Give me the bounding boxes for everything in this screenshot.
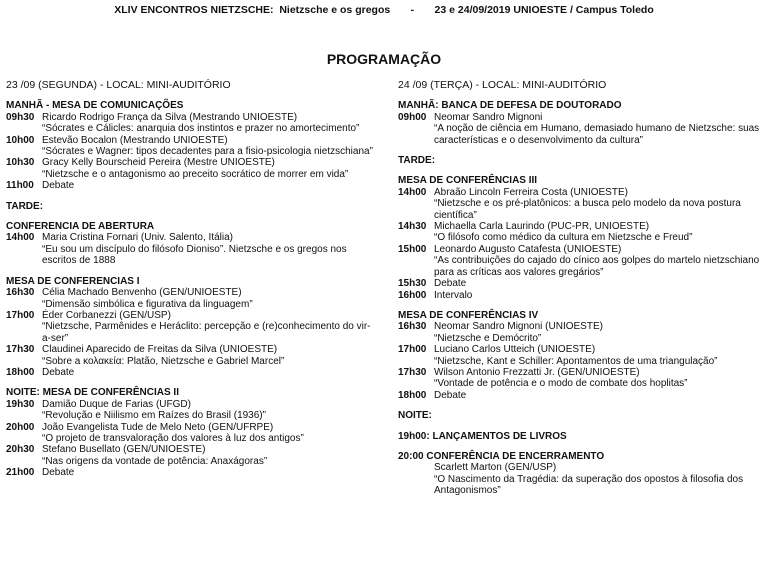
schedule-entry	[398, 221, 760, 244]
entry-speaker: Damião Duque de Farias (UFGD)	[42, 398, 191, 410]
entry-time: 10h00	[6, 134, 35, 146]
entry-speaker: Maria Cristina Fornari (Univ. Salento, Itália)	[42, 232, 233, 244]
section-title: NOITE:	[398, 410, 432, 422]
entry-time: 20h30	[6, 444, 35, 456]
schedule-entry	[6, 367, 376, 378]
section-title: 19h00: LANÇAMENTOS DE LIVROS	[398, 430, 567, 442]
day-heading: 23 /09 (SEGUNDA) - LOCAL: MINI-AUDITÓRIO	[6, 79, 231, 91]
program-section	[6, 100, 376, 191]
schedule-entry	[398, 462, 760, 496]
entry-speaker: Scarlett Marton (GEN/USP)	[434, 462, 557, 474]
entry-time: 18h00	[6, 366, 35, 378]
section-title: MANHÃ: BANCA DE DEFESA DE DOUTORADO	[398, 100, 622, 112]
entry-talk-title: “A noção de ciência em Humano, demasiado humano de Nietzsche: suas características e o desenvolvimento da cultura”	[434, 123, 760, 146]
entry-talk-title: “Revolução e Niilismo em Raízes do Brasil (1936)”	[42, 410, 266, 422]
program-section	[6, 221, 376, 267]
entry-time: 17h30	[398, 366, 427, 378]
schedule-entry	[398, 367, 760, 390]
entry-talk-title: “Dimensão simbólica e figurativa da linguagem”	[42, 298, 253, 310]
section-title: 20:00 CONFERÊNCIA DE ENCERRAMENTO	[398, 450, 605, 462]
entry-talk-title: “Nas origens da vontade de potência: Anaxágoras”	[42, 455, 268, 467]
program-section	[398, 410, 760, 421]
entry-speaker: Debate	[42, 180, 75, 192]
entry-speaker: Gracy Kelly Bourscheid Pereira (Mestre UNIOESTE)	[42, 157, 275, 169]
entry-speaker: Éder Corbanezzi (GEN/USP)	[42, 309, 171, 321]
program-section	[398, 175, 760, 300]
section-title: MANHÃ - MESA DE COMUNICAÇÕES	[6, 100, 184, 112]
schedule-entry	[6, 467, 376, 478]
entry-speaker: Neomar Sandro Mignoni (UNIOESTE)	[434, 321, 603, 333]
entry-time: 17h00	[398, 344, 427, 356]
entry-time: 20h00	[6, 421, 35, 433]
entry-time: 21h00	[6, 467, 35, 479]
section-title: MESA DE CONFERÊNCIAS IV	[398, 309, 539, 321]
entry-talk-title: “O filósofo como médico da cultura em Nietzsche e Freud”	[434, 232, 693, 244]
section-title: NOITE: MESA DE CONFERÊNCIAS II	[6, 387, 179, 399]
schedule-entry	[6, 399, 376, 422]
schedule-entry	[398, 112, 760, 146]
schedule-entry	[6, 310, 376, 344]
entry-talk-title: “Nietzsche, Parmênides e Heráclito: percepção e (re)conhecimento do vir-a-ser”	[42, 321, 371, 344]
schedule-entry	[6, 232, 376, 266]
entry-talk-title: “Nietzsche e os pré-platônicos: a busca pelo modelo da nova postura científica”	[434, 198, 741, 221]
program-section	[6, 201, 376, 212]
entry-time: 15h30	[398, 278, 427, 290]
entry-time: 14h00	[398, 186, 427, 198]
entry-speaker: Wilson Antonio Frezzatti Jr. (GEN/UNIOESTE)	[434, 366, 640, 378]
schedule-entry	[398, 290, 760, 301]
entry-speaker: Michaella Carla Laurindo (PUC-PR, UNIOESTE)	[434, 221, 650, 233]
section-title: TARDE:	[398, 155, 436, 167]
schedule-entry	[398, 321, 760, 344]
entry-talk-title: “Sócrates e Wagner: tipos decadentes para a fisio-psicologia nietzschiana”	[42, 146, 373, 158]
entry-time: 14h00	[6, 232, 35, 244]
entry-speaker: Stefano Busellato (GEN/UNIOESTE)	[42, 444, 206, 456]
entry-time: 14h30	[398, 221, 427, 233]
entry-time	[398, 462, 434, 496]
schedule-entry	[398, 187, 760, 221]
program-section	[398, 431, 760, 442]
section-title: TARDE:	[6, 200, 44, 212]
schedule-entry	[6, 157, 376, 180]
programacao-title: PROGRAMAÇÃO	[326, 51, 442, 67]
event-header: XLIV ENCONTROS NIETZSCHE: Nietzsche e os gregos - 23 e 24/09/2019 UNIOESTE / Campus Toledo	[114, 4, 654, 16]
schedule-entry	[398, 244, 760, 278]
entry-talk-title: “Sobre a κολακεία: Platão, Nietzsche e Gabriel Marcel”	[42, 355, 285, 367]
entry-talk-title: “Eu sou um discípulo do filósofo Dioniso”. Nietzsche e os gregos nos escritos de 1888	[42, 243, 347, 267]
entry-talk-title: “Nietzsche, Kant e Schiller: Apontamentos de uma triangulação”	[434, 355, 718, 367]
schedule-entry	[398, 390, 760, 401]
program-section	[398, 451, 760, 497]
entry-time: 16h30	[398, 321, 427, 333]
day-column-tuesday	[398, 80, 760, 506]
schedule-entry	[6, 287, 376, 310]
schedule-entry	[398, 344, 760, 367]
section-title: MESA DE CONFERÊNCIAS III	[398, 175, 538, 187]
entry-time: 17h30	[6, 344, 35, 356]
schedule-entry	[6, 344, 376, 367]
entry-talk-title: “Nietzsche e Demócrito”	[434, 332, 542, 344]
entry-time: 17h00	[6, 309, 35, 321]
schedule-entry	[6, 135, 376, 158]
entry-talk-title: “Sócrates e Cálicles: anarquia dos instintos e prazer no amortecimento”	[42, 123, 360, 135]
entry-time: 09h00	[398, 111, 427, 123]
entry-talk-title: “Vontade de potência e o modo de combate dos hoplitas”	[434, 378, 688, 390]
entry-talk-title: “As contribuições do cajado do cínico aos golpes do martelo nietzschiano para as críticas aos valores gregários”	[434, 255, 760, 278]
day-column-monday	[6, 80, 376, 488]
entry-speaker: Estevão Bocalon (Mestrando UNIOESTE)	[42, 134, 228, 146]
section-title: MESA DE CONFERENCIAS I	[6, 275, 140, 287]
schedule-entry	[6, 112, 376, 135]
entry-time: 16h00	[398, 289, 427, 301]
entry-time: 11h00	[6, 180, 34, 192]
schedule-entry	[6, 180, 376, 191]
entry-speaker: Luciano Carlos Utteich (UNIOESTE)	[434, 344, 596, 356]
entry-speaker: Debate	[434, 389, 467, 401]
entry-time: 15h00	[398, 243, 427, 255]
program-section	[398, 310, 760, 401]
entry-speaker: João Evangelista Tude de Melo Neto (GEN/UFRPE)	[42, 421, 274, 433]
entry-time: 18h00	[398, 389, 427, 401]
entry-speaker: Célia Machado Benvenho (GEN/UNIOESTE)	[42, 287, 242, 299]
entry-talk-title: “O Nascimento da Tragédia: da superação dos opostos à filosofia dos Antagonismos”	[434, 473, 744, 497]
entry-speaker: Abraão Lincoln Ferreira Costa (UNIOESTE)	[434, 186, 628, 198]
program-section	[6, 387, 376, 478]
day-heading: 24 /09 (TERÇA) - LOCAL: MINI-AUDITÓRIO	[398, 79, 607, 91]
entry-speaker: Debate	[434, 278, 467, 290]
entry-speaker: Leonardo Augusto Catafesta (UNIOESTE)	[434, 243, 622, 255]
entry-speaker: Debate	[42, 366, 75, 378]
entry-time: 09h30	[6, 111, 35, 123]
section-title: CONFERENCIA DE ABERTURA	[6, 221, 155, 233]
entry-time: 16h30	[6, 287, 35, 299]
schedule-entry	[6, 444, 376, 467]
schedule-entry	[6, 422, 376, 445]
entry-talk-title: “O projeto de transvaloração dos valores à luz dos antigos”	[42, 432, 304, 444]
program-section	[398, 100, 760, 146]
schedule-entry	[398, 278, 760, 289]
program-section	[6, 276, 376, 379]
entry-speaker: Claudinei Aparecido de Freitas da Silva (UNIOESTE)	[42, 344, 278, 356]
entry-speaker: Ricardo Rodrigo França da Silva (Mestrando UNIOESTE)	[42, 111, 298, 123]
program-section	[398, 155, 760, 166]
entry-speaker: Intervalo	[434, 289, 473, 301]
entry-time: 19h30	[6, 398, 35, 410]
entry-time: 10h30	[6, 157, 35, 169]
entry-speaker: Debate	[42, 467, 75, 479]
entry-speaker: Neomar Sandro Mignoni	[434, 111, 543, 123]
entry-talk-title: “Nietzsche e o antagonismo ao preceito socrático de morrer em vida”	[42, 168, 349, 180]
